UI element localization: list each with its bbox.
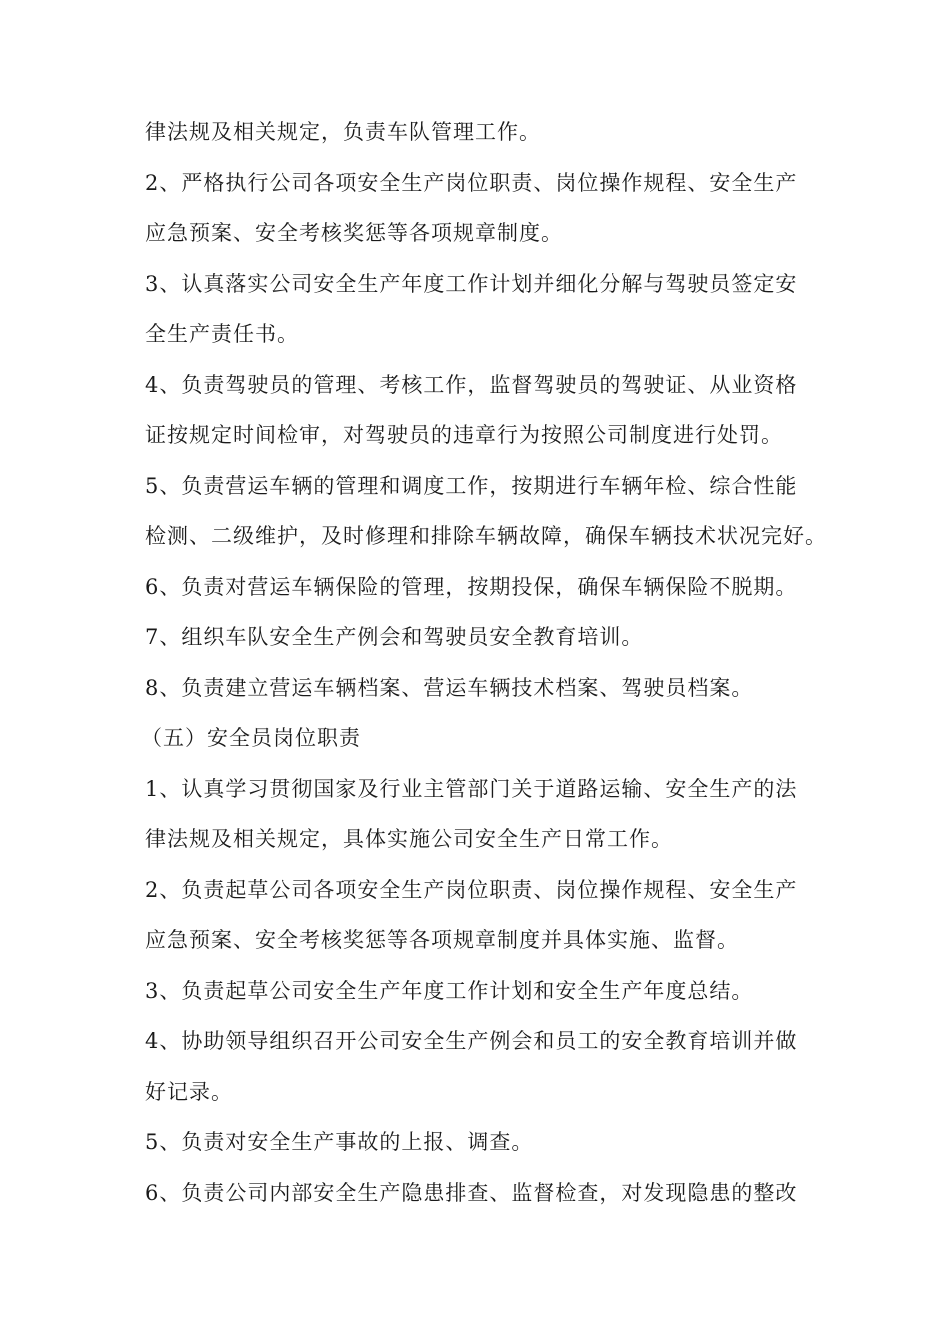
text-line: 应急预案、安全考核奖惩等各项规章制度并具体实施、监督。 (145, 928, 739, 952)
text-line: 应急预案、安全考核奖惩等各项规章制度。 (145, 221, 563, 245)
text-line: 4、协助领导组织召开公司安全生产例会和员工的安全教育培训并做 (145, 1029, 798, 1053)
text-line: 1、认真学习贯彻国家及行业主管部门关于道路运输、安全生产的法 (145, 776, 798, 801)
text-line: 5、负责营运车辆的管理和调度工作，按期进行车辆年检、综合性能 (145, 473, 798, 498)
text-line: 3、负责起草公司安全生产年度工作计划和安全生产年度总结。 (145, 978, 754, 1003)
text-line: 全生产责任书。 (145, 322, 299, 346)
text-line: 5、负责对安全生产事故的上报、调查。 (145, 1130, 534, 1154)
text-line: 检测、二级维护，及时修理和排除车辆故障，确保车辆技术状况完好。 (145, 524, 827, 548)
text-line: 好记录。 (145, 1079, 233, 1104)
text-line: 7、组织车队安全生产例会和驾驶员安全教育培训。 (145, 625, 644, 649)
section-heading: （五）安全员岗位职责 (141, 726, 361, 750)
text-line: 律法规及相关规定，负责车队管理工作。 (145, 120, 541, 144)
text-line: 4、负责驾驶员的管理、考核工作，监督驾驶员的驾驶证、从业资格 (145, 372, 798, 397)
text-line: 3、认真落实公司安全生产年度工作计划并细化分解与驾驶员签定安 (145, 271, 798, 296)
text-line: 6、负责公司内部安全生产隐患排查、监督检查，对发现隐患的整改 (145, 1180, 798, 1205)
text-line: 6、负责对营运车辆保险的管理，按期投保，确保车辆保险不脱期。 (145, 574, 798, 599)
text-line: 律法规及相关规定，具体实施公司安全生产日常工作。 (145, 827, 673, 851)
text-line: 2、负责起草公司各项安全生产岗位职责、岗位操作规程、安全生产 (145, 877, 798, 902)
text-line: 8、负责建立营运车辆档案、营运车辆技术档案、驾驶员档案。 (145, 675, 754, 700)
document-body (141, 107, 827, 1218)
text-line: 2、严格执行公司各项安全生产岗位职责、岗位操作规程、安全生产 (145, 170, 798, 195)
text-line: 证按规定时间检审，对驾驶员的违章行为按照公司制度进行处罚。 (145, 423, 783, 447)
